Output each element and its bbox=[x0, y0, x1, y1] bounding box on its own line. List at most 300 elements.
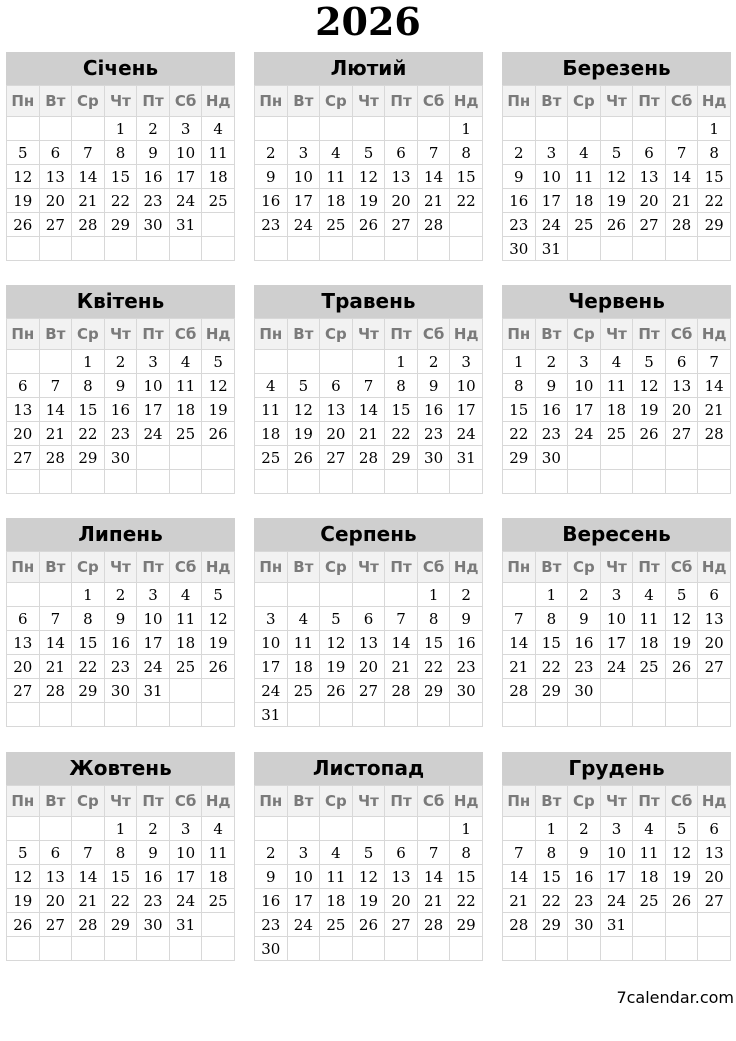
day-cell: 12 bbox=[665, 841, 698, 865]
empty-day-cell bbox=[255, 117, 288, 141]
day-cell: 11 bbox=[633, 841, 666, 865]
week-row bbox=[503, 841, 731, 865]
day-cell: 6 bbox=[698, 583, 731, 607]
weekday-label: Чт bbox=[352, 319, 385, 350]
day-cell: 18 bbox=[287, 655, 320, 679]
empty-day-cell bbox=[417, 817, 450, 841]
weekday-label: Ср bbox=[568, 786, 601, 817]
day-cell: 15 bbox=[104, 865, 137, 889]
day-cell: 16 bbox=[568, 865, 601, 889]
day-cell: 28 bbox=[665, 213, 698, 237]
empty-day-cell bbox=[665, 937, 698, 961]
day-cell: 25 bbox=[169, 422, 202, 446]
empty-day-cell bbox=[633, 470, 666, 494]
weekday-label: Сб bbox=[169, 552, 202, 583]
day-cell: 8 bbox=[450, 841, 483, 865]
day-cell: 2 bbox=[104, 583, 137, 607]
weekday-label: Чт bbox=[352, 552, 385, 583]
day-cell: 24 bbox=[600, 889, 633, 913]
month-name: Червень bbox=[502, 285, 731, 318]
empty-day-cell bbox=[255, 237, 288, 261]
day-cell: 26 bbox=[352, 913, 385, 937]
empty-day-cell bbox=[39, 117, 72, 141]
day-cell: 22 bbox=[450, 189, 483, 213]
day-cell: 8 bbox=[385, 374, 418, 398]
week-row bbox=[503, 583, 731, 607]
day-cell: 21 bbox=[417, 889, 450, 913]
day-cell: 31 bbox=[450, 446, 483, 470]
day-cell: 14 bbox=[417, 865, 450, 889]
day-cell: 29 bbox=[385, 446, 418, 470]
day-cell: 9 bbox=[137, 141, 170, 165]
day-cell: 18 bbox=[320, 889, 353, 913]
day-cell: 21 bbox=[39, 655, 72, 679]
empty-day-cell bbox=[385, 583, 418, 607]
week-row bbox=[255, 237, 483, 261]
empty-day-cell bbox=[535, 703, 568, 727]
day-cell: 17 bbox=[600, 631, 633, 655]
day-cell: 6 bbox=[320, 374, 353, 398]
empty-day-cell bbox=[568, 937, 601, 961]
week-row bbox=[255, 141, 483, 165]
week-row bbox=[7, 189, 235, 213]
day-cell: 11 bbox=[568, 165, 601, 189]
weekday-label: Нд bbox=[698, 786, 731, 817]
day-cell: 22 bbox=[503, 422, 536, 446]
day-cell: 8 bbox=[535, 607, 568, 631]
day-cell: 9 bbox=[104, 607, 137, 631]
day-cell: 19 bbox=[665, 631, 698, 655]
day-cell: 20 bbox=[320, 422, 353, 446]
day-cell: 14 bbox=[503, 631, 536, 655]
empty-day-cell bbox=[287, 117, 320, 141]
day-cell: 30 bbox=[417, 446, 450, 470]
week-row bbox=[255, 817, 483, 841]
day-cell: 5 bbox=[352, 141, 385, 165]
weekday-label: Чт bbox=[600, 86, 633, 117]
empty-day-cell bbox=[202, 703, 235, 727]
empty-day-cell bbox=[633, 117, 666, 141]
day-cell: 1 bbox=[535, 817, 568, 841]
weekday-header-row bbox=[503, 86, 731, 117]
day-cell: 25 bbox=[320, 213, 353, 237]
weekday-label: Пт bbox=[633, 552, 666, 583]
weekday-label: Пн bbox=[503, 552, 536, 583]
day-cell: 26 bbox=[633, 422, 666, 446]
weekday-label: Ср bbox=[320, 552, 353, 583]
empty-day-cell bbox=[7, 117, 40, 141]
empty-day-cell bbox=[600, 937, 633, 961]
empty-day-cell bbox=[202, 213, 235, 237]
empty-day-cell bbox=[352, 470, 385, 494]
weekday-label: Чт bbox=[352, 786, 385, 817]
day-cell: 2 bbox=[450, 583, 483, 607]
empty-day-cell bbox=[503, 703, 536, 727]
weekday-label: Сб bbox=[665, 86, 698, 117]
day-cell: 7 bbox=[72, 841, 105, 865]
day-cell: 29 bbox=[104, 913, 137, 937]
day-cell: 9 bbox=[535, 374, 568, 398]
weekday-label: Пт bbox=[385, 319, 418, 350]
month-table bbox=[6, 785, 235, 961]
empty-day-cell bbox=[600, 117, 633, 141]
weekday-label: Пн bbox=[7, 319, 40, 350]
weekday-label: Пт bbox=[633, 786, 666, 817]
weekday-label: Нд bbox=[450, 319, 483, 350]
weekday-label: Пн bbox=[503, 86, 536, 117]
month-block bbox=[254, 52, 483, 261]
empty-day-cell bbox=[417, 117, 450, 141]
weekday-label: Пт bbox=[137, 86, 170, 117]
day-cell: 12 bbox=[320, 631, 353, 655]
weekday-label: Вт bbox=[535, 86, 568, 117]
month-block bbox=[502, 518, 731, 727]
day-cell: 15 bbox=[450, 165, 483, 189]
week-row bbox=[255, 374, 483, 398]
day-cell: 19 bbox=[287, 422, 320, 446]
day-cell: 17 bbox=[169, 165, 202, 189]
weekday-label: Пт bbox=[385, 86, 418, 117]
month-table bbox=[502, 318, 731, 494]
week-row bbox=[7, 703, 235, 727]
day-cell: 23 bbox=[137, 189, 170, 213]
day-cell: 23 bbox=[137, 889, 170, 913]
day-cell: 13 bbox=[39, 165, 72, 189]
month-block bbox=[502, 752, 731, 961]
weekday-label: Ср bbox=[320, 786, 353, 817]
weekday-header-row bbox=[503, 552, 731, 583]
weekday-header-row bbox=[503, 319, 731, 350]
day-cell: 8 bbox=[503, 374, 536, 398]
day-cell: 23 bbox=[568, 655, 601, 679]
day-cell: 7 bbox=[503, 841, 536, 865]
day-cell: 27 bbox=[39, 213, 72, 237]
empty-day-cell bbox=[698, 679, 731, 703]
day-cell: 29 bbox=[72, 446, 105, 470]
day-cell: 28 bbox=[72, 213, 105, 237]
day-cell: 5 bbox=[287, 374, 320, 398]
week-row bbox=[7, 237, 235, 261]
month-block bbox=[6, 52, 235, 261]
week-row bbox=[503, 679, 731, 703]
day-cell: 10 bbox=[169, 141, 202, 165]
day-cell: 27 bbox=[320, 446, 353, 470]
day-cell: 2 bbox=[137, 817, 170, 841]
day-cell: 21 bbox=[503, 655, 536, 679]
day-cell: 17 bbox=[568, 398, 601, 422]
empty-day-cell bbox=[287, 583, 320, 607]
month-name: Липень bbox=[6, 518, 235, 551]
day-cell: 1 bbox=[503, 350, 536, 374]
day-cell: 4 bbox=[633, 817, 666, 841]
day-cell: 30 bbox=[568, 679, 601, 703]
day-cell: 12 bbox=[202, 374, 235, 398]
day-cell: 23 bbox=[255, 913, 288, 937]
day-cell: 12 bbox=[665, 607, 698, 631]
weekday-header-row bbox=[7, 319, 235, 350]
day-cell: 12 bbox=[7, 165, 40, 189]
day-cell: 21 bbox=[72, 889, 105, 913]
day-cell: 21 bbox=[503, 889, 536, 913]
day-cell: 30 bbox=[535, 446, 568, 470]
empty-day-cell bbox=[39, 937, 72, 961]
day-cell: 3 bbox=[137, 583, 170, 607]
weekday-label: Чт bbox=[600, 786, 633, 817]
weekday-label: Пт bbox=[633, 86, 666, 117]
day-cell: 28 bbox=[72, 913, 105, 937]
empty-day-cell bbox=[7, 350, 40, 374]
week-row bbox=[255, 679, 483, 703]
day-cell: 18 bbox=[202, 865, 235, 889]
day-cell: 16 bbox=[503, 189, 536, 213]
week-row bbox=[255, 398, 483, 422]
weekday-label: Пн bbox=[255, 319, 288, 350]
day-cell: 4 bbox=[287, 607, 320, 631]
empty-day-cell bbox=[104, 937, 137, 961]
day-cell: 16 bbox=[137, 165, 170, 189]
week-row bbox=[503, 422, 731, 446]
day-cell: 18 bbox=[633, 631, 666, 655]
empty-day-cell bbox=[385, 117, 418, 141]
empty-day-cell bbox=[503, 937, 536, 961]
day-cell: 31 bbox=[600, 913, 633, 937]
day-cell: 6 bbox=[633, 141, 666, 165]
weekday-label: Нд bbox=[450, 786, 483, 817]
empty-day-cell bbox=[255, 350, 288, 374]
day-cell: 25 bbox=[320, 913, 353, 937]
day-cell: 24 bbox=[137, 655, 170, 679]
month-table bbox=[254, 551, 483, 727]
day-cell: 7 bbox=[72, 141, 105, 165]
day-cell: 30 bbox=[450, 679, 483, 703]
month-table bbox=[254, 785, 483, 961]
day-cell: 18 bbox=[202, 165, 235, 189]
day-cell: 3 bbox=[568, 350, 601, 374]
day-cell: 8 bbox=[535, 841, 568, 865]
day-cell: 3 bbox=[450, 350, 483, 374]
week-row bbox=[503, 817, 731, 841]
week-row bbox=[503, 446, 731, 470]
day-cell: 28 bbox=[385, 679, 418, 703]
day-cell: 16 bbox=[255, 189, 288, 213]
empty-day-cell bbox=[320, 237, 353, 261]
day-cell: 14 bbox=[417, 165, 450, 189]
empty-day-cell bbox=[385, 703, 418, 727]
day-cell: 11 bbox=[202, 141, 235, 165]
day-cell: 4 bbox=[600, 350, 633, 374]
day-cell: 13 bbox=[698, 841, 731, 865]
week-row bbox=[7, 655, 235, 679]
day-cell: 29 bbox=[535, 913, 568, 937]
week-row bbox=[503, 913, 731, 937]
day-cell: 9 bbox=[568, 841, 601, 865]
day-cell: 7 bbox=[352, 374, 385, 398]
empty-day-cell bbox=[320, 470, 353, 494]
empty-day-cell bbox=[7, 937, 40, 961]
month-table bbox=[502, 85, 731, 261]
week-row bbox=[503, 889, 731, 913]
day-cell: 5 bbox=[202, 583, 235, 607]
day-cell: 28 bbox=[352, 446, 385, 470]
day-cell: 1 bbox=[535, 583, 568, 607]
empty-day-cell bbox=[320, 350, 353, 374]
empty-day-cell bbox=[450, 703, 483, 727]
day-cell: 9 bbox=[255, 165, 288, 189]
week-row bbox=[503, 865, 731, 889]
day-cell: 22 bbox=[698, 189, 731, 213]
week-row bbox=[7, 583, 235, 607]
day-cell: 1 bbox=[450, 817, 483, 841]
day-cell: 5 bbox=[320, 607, 353, 631]
week-row bbox=[503, 374, 731, 398]
week-row bbox=[7, 398, 235, 422]
empty-day-cell bbox=[665, 117, 698, 141]
day-cell: 14 bbox=[352, 398, 385, 422]
month-table bbox=[502, 551, 731, 727]
empty-day-cell bbox=[287, 470, 320, 494]
day-cell: 23 bbox=[503, 213, 536, 237]
day-cell: 25 bbox=[633, 889, 666, 913]
month-name: Грудень bbox=[502, 752, 731, 785]
week-row bbox=[7, 117, 235, 141]
day-cell: 10 bbox=[600, 841, 633, 865]
site-credit: 7calendar.com bbox=[616, 988, 734, 1007]
day-cell: 12 bbox=[352, 865, 385, 889]
empty-day-cell bbox=[39, 237, 72, 261]
week-row bbox=[503, 655, 731, 679]
week-row bbox=[255, 937, 483, 961]
weekday-label: Пт bbox=[385, 786, 418, 817]
weekday-label: Нд bbox=[698, 86, 731, 117]
month-block bbox=[6, 752, 235, 961]
week-row bbox=[503, 165, 731, 189]
weekday-header-row bbox=[7, 552, 235, 583]
day-cell: 2 bbox=[535, 350, 568, 374]
day-cell: 28 bbox=[417, 913, 450, 937]
empty-day-cell bbox=[385, 470, 418, 494]
day-cell: 21 bbox=[352, 422, 385, 446]
day-cell: 19 bbox=[352, 189, 385, 213]
day-cell: 21 bbox=[385, 655, 418, 679]
day-cell: 5 bbox=[665, 583, 698, 607]
empty-day-cell bbox=[698, 446, 731, 470]
weekday-label: Пт bbox=[633, 319, 666, 350]
day-cell: 3 bbox=[255, 607, 288, 631]
day-cell: 31 bbox=[535, 237, 568, 261]
empty-day-cell bbox=[137, 470, 170, 494]
day-cell: 8 bbox=[417, 607, 450, 631]
day-cell: 14 bbox=[39, 631, 72, 655]
day-cell: 6 bbox=[39, 841, 72, 865]
day-cell: 5 bbox=[665, 817, 698, 841]
weekday-label: Чт bbox=[600, 319, 633, 350]
day-cell: 25 bbox=[287, 679, 320, 703]
day-cell: 30 bbox=[104, 679, 137, 703]
empty-day-cell bbox=[568, 117, 601, 141]
month-table bbox=[6, 85, 235, 261]
week-row bbox=[7, 841, 235, 865]
weekday-label: Сб bbox=[417, 552, 450, 583]
day-cell: 13 bbox=[352, 631, 385, 655]
week-row bbox=[255, 703, 483, 727]
weekday-label: Вт bbox=[535, 319, 568, 350]
week-row bbox=[503, 470, 731, 494]
empty-day-cell bbox=[535, 470, 568, 494]
day-cell: 30 bbox=[137, 913, 170, 937]
day-cell: 13 bbox=[385, 865, 418, 889]
day-cell: 9 bbox=[104, 374, 137, 398]
empty-day-cell bbox=[665, 679, 698, 703]
month-table bbox=[6, 318, 235, 494]
day-cell: 1 bbox=[72, 350, 105, 374]
weekday-label: Ср bbox=[72, 786, 105, 817]
day-cell: 11 bbox=[169, 607, 202, 631]
empty-day-cell bbox=[287, 237, 320, 261]
day-cell: 25 bbox=[169, 655, 202, 679]
empty-day-cell bbox=[72, 703, 105, 727]
empty-day-cell bbox=[568, 703, 601, 727]
day-cell: 12 bbox=[600, 165, 633, 189]
day-cell: 28 bbox=[503, 679, 536, 703]
weekday-label: Сб bbox=[665, 786, 698, 817]
day-cell: 21 bbox=[72, 189, 105, 213]
day-cell: 22 bbox=[104, 189, 137, 213]
empty-day-cell bbox=[385, 817, 418, 841]
day-cell: 7 bbox=[698, 350, 731, 374]
empty-day-cell bbox=[600, 703, 633, 727]
day-cell: 27 bbox=[39, 913, 72, 937]
empty-day-cell bbox=[72, 117, 105, 141]
day-cell: 16 bbox=[255, 889, 288, 913]
day-cell: 22 bbox=[385, 422, 418, 446]
day-cell: 20 bbox=[7, 422, 40, 446]
day-cell: 2 bbox=[568, 583, 601, 607]
weekday-label: Пт bbox=[385, 552, 418, 583]
empty-day-cell bbox=[39, 583, 72, 607]
day-cell: 6 bbox=[385, 141, 418, 165]
empty-day-cell bbox=[450, 213, 483, 237]
empty-day-cell bbox=[600, 679, 633, 703]
day-cell: 11 bbox=[169, 374, 202, 398]
day-cell: 1 bbox=[417, 583, 450, 607]
month-block bbox=[6, 285, 235, 494]
day-cell: 18 bbox=[568, 189, 601, 213]
day-cell: 19 bbox=[7, 889, 40, 913]
day-cell: 9 bbox=[450, 607, 483, 631]
week-row bbox=[255, 655, 483, 679]
day-cell: 7 bbox=[39, 607, 72, 631]
empty-day-cell bbox=[320, 583, 353, 607]
day-cell: 7 bbox=[665, 141, 698, 165]
day-cell: 4 bbox=[568, 141, 601, 165]
day-cell: 17 bbox=[600, 865, 633, 889]
month-name: Серпень bbox=[254, 518, 483, 551]
month-block bbox=[502, 52, 731, 261]
empty-day-cell bbox=[39, 817, 72, 841]
day-cell: 13 bbox=[665, 374, 698, 398]
day-cell: 2 bbox=[137, 117, 170, 141]
day-cell: 10 bbox=[137, 607, 170, 631]
day-cell: 4 bbox=[320, 841, 353, 865]
week-row bbox=[255, 165, 483, 189]
day-cell: 5 bbox=[600, 141, 633, 165]
weekday-label: Сб bbox=[169, 86, 202, 117]
day-cell: 1 bbox=[72, 583, 105, 607]
day-cell: 16 bbox=[417, 398, 450, 422]
empty-day-cell bbox=[450, 470, 483, 494]
weekday-label: Нд bbox=[698, 319, 731, 350]
empty-day-cell bbox=[104, 237, 137, 261]
